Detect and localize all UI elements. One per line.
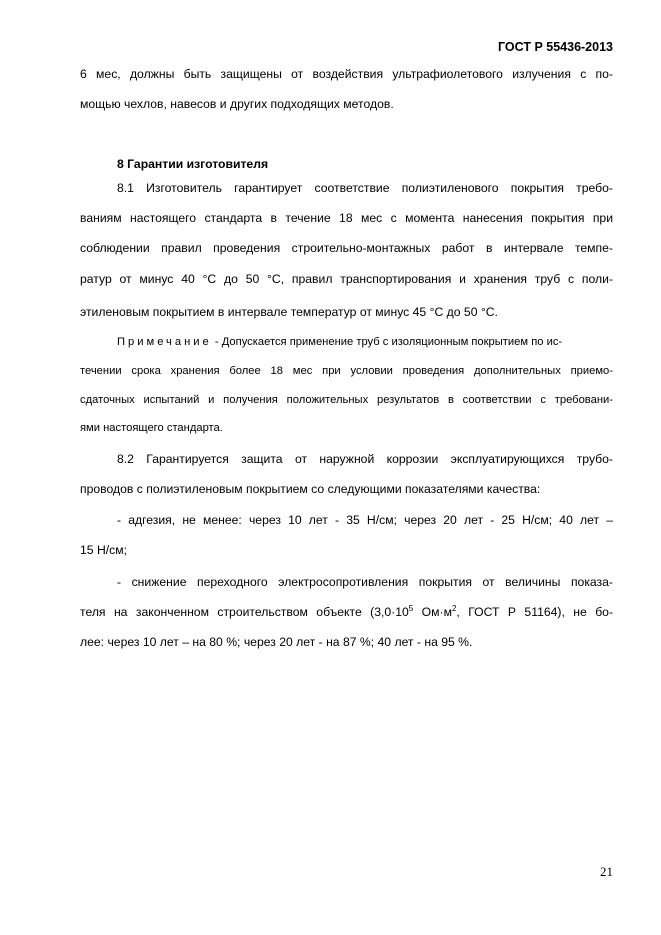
list-item-line: - снижение переходного электросопротивления покрытия от величины показа- bbox=[117, 575, 613, 589]
page-number: 21 bbox=[600, 864, 613, 879]
section-heading: 8 Гарантии изготовителя bbox=[117, 157, 269, 171]
paragraph-line: ваниям настоящего стандарта в течение 18 мес с момента нанесения покрытия при bbox=[80, 211, 613, 225]
note-line: ями настоящего стандарта. bbox=[80, 422, 223, 434]
paragraph-line: проводов с полиэтиленовым покрытием со следующими показателями качества: bbox=[80, 482, 541, 496]
note-line: сдаточных испытаний и получения положительных результатов в соответствии с требовани- bbox=[80, 394, 613, 406]
note-line: течении срока хранения более 18 мес при условии проведения дополнительных приемо- bbox=[80, 365, 613, 377]
paragraph-line: 8.1 Изготовитель гарантирует соответствие полиэтиленового покрытия требо- bbox=[117, 181, 613, 195]
paragraph-line: 8.2 Гарантируется защита от наружной коррозии эксплуатирующихся трубо- bbox=[117, 452, 613, 466]
paragraph-line: этиленовым покрытием в интервале температур от минус 45 °С до 50 °С. bbox=[80, 305, 498, 319]
list-item-line: 15 Н/см; bbox=[80, 543, 127, 557]
paragraph-line: ратур от минус 40 °С до 50 °С, правил транспортирования и хранения труб с поли- bbox=[80, 272, 613, 286]
list-item-line: - адгезия, не менее: через 10 лет - 35 Н/см; через 20 лет - 25 Н/см; 40 лет – bbox=[117, 513, 613, 527]
paragraph-line: соблюдении правил проведения строительно-монтажных работ в интервале темпе- bbox=[80, 241, 613, 255]
note-line bbox=[117, 334, 613, 350]
superscript: 2 bbox=[451, 603, 457, 613]
text-span: теля на законченном строительством объекте (3,0·10 bbox=[80, 605, 409, 619]
note-label: Примечание bbox=[117, 336, 212, 348]
superscript: 5 bbox=[408, 603, 414, 613]
note-text: - Допускается применение труб с изоляционным покрытием по ис- bbox=[211, 336, 563, 348]
document-header: ГОСТ Р 55436-2013 bbox=[497, 40, 613, 54]
list-item-line bbox=[80, 604, 613, 620]
paragraph-line: мощью чехлов, навесов и других подходящих методов. bbox=[80, 97, 394, 111]
paragraph-line: 6 мес, должны быть защищены от воздействия ультрафиолетового излучения с по- bbox=[80, 67, 613, 81]
text-span: , ГОСТ Р 51164), не бо- bbox=[456, 605, 614, 619]
text-span: Ом·м bbox=[413, 605, 452, 619]
list-item-line: лее: через 10 лет – на 80 %; через 20 лет - на 87 %; 40 лет - на 95 %. bbox=[80, 635, 473, 649]
